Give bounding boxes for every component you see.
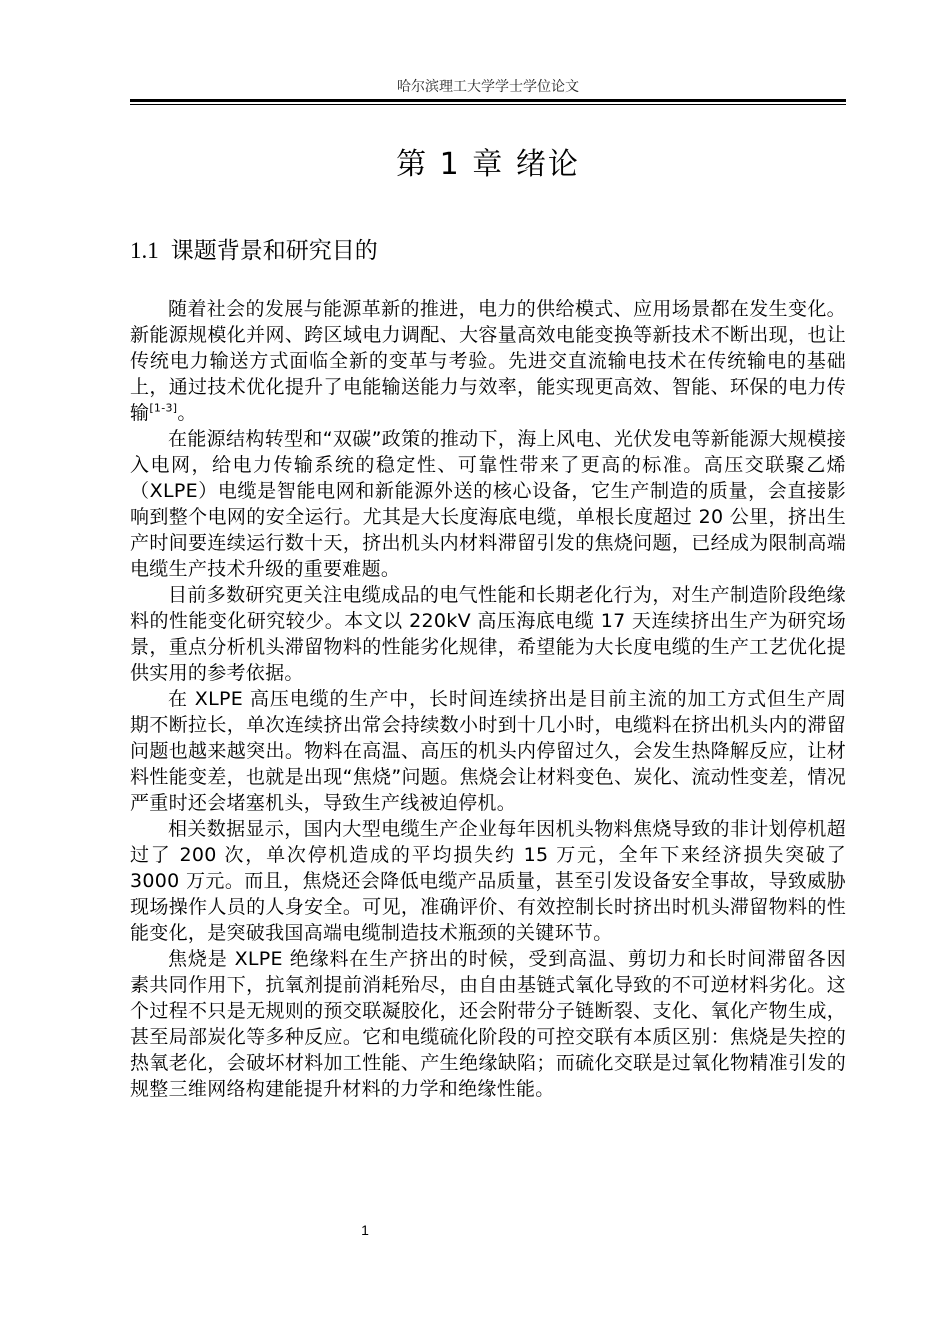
citation-superscript: [1-3] — [149, 401, 178, 415]
paragraph: 焦烧是 XLPE 绝缘料在生产挤出的时候，受到高温、剪切力和长时间滞留各因素共同作用下，抗氧剂提前消耗殆尽，由自由基链式氧化导致的不可逆材料劣化。这个过程不只是无规则的预交联凝胶化，还会附带分子链断裂、支化、氧化产物生成，甚至局部炭化等多种反应。它和电缆硫化阶段的可控交联有本质区别：焦烧是失控的热氧老化，会破坏材料加工性能、产生绝缘缺陷；而硫化交联是过氧化物精准引发的规整三维网络构建能提升材料的力学和绝缘性能。 — [130, 948, 846, 1100]
paragraph-text: 随着社会的发展与能源革新的推进，电力的供给模式、应用场景都在发生变化。新能源规模化并网、跨区域电力调配、大容量高效电能变换等新技术不断出现，也让传统电力输送方式面临全新的变革与考验。先进交直流输电技术在传统输电的基础上，通过技术优化提升了电能输送能力与效率，能实现更高效、智能、环保的电力传输 — [130, 298, 846, 424]
paragraph-tail: 。 — [177, 402, 197, 424]
page-number: 1 — [361, 1222, 369, 1238]
chapter-title: 第 1 章 绪论 — [396, 147, 580, 182]
paragraph: 在 XLPE 高压电缆的生产中，长时间连续挤出是目前主流的加工方式但生产周期不断拉长，单次连续挤出常会持续数小时到十几小时，电缆料在挤出机头内的滞留问题也越来越突出。物料在高温、高压的机头内停留过久，会发生热降解反应，让材料性能变差，也就是出现“焦烧”问题。焦烧会让材料变色、炭化、流动性变差，情况严重时还会堵塞机头，导致生产线被迫停机。 — [130, 688, 846, 814]
paragraph: 相关数据显示，国内大型电缆生产企业每年因机头物料焦烧导致的非计划停机超过了 200 次，单次停机造成的平均损失约 15 万元，全年下来经济损失突破了 3000 万元。而且，焦烧还会降低电缆产品质量，甚至引发设备安全事故，导致威胁现场操作人员的人身安全。可见，准确评价、有效控制长时挤出时机头滞留物料的性能变化，是突破我国高端电缆制造技术瓶颈的关键环节。 — [130, 818, 846, 944]
header-rule-thick — [130, 99, 846, 102]
body-text — [130, 296, 846, 1102]
running-header: 哈尔滨理工大学学士学位论文 — [397, 79, 579, 95]
paragraph: 目前多数研究更关注电缆成品的电气性能和长期老化行为，对生产制造阶段绝缘料的性能变化研究较少。本文以 220kV 高压海底电缆 17 天连续挤出生产为研究场景，重点分析机头滞留物料的性能劣化规律，希望能为大长度电缆的生产工艺优化提供实用的参考依据。 — [130, 584, 846, 684]
header-rule-thin — [130, 104, 846, 105]
paragraph: 在能源结构转型和“双碳”政策的推动下，海上风电、光伏发电等新能源大规模接入电网，给电力传输系统的稳定性、可靠性带来了更高的标准。高压交联聚乙烯（XLPE）电缆是智能电网和新能源外送的核心设备，它生产制造的质量，会直接影响到整个电网的安全运行。尤其是大长度海底电缆，单根长度超过 20 公里，挤出生产时间要连续运行数十天，挤出机头内材料滞留引发的焦烧问题，已经成为限制高端电缆生产技术升级的重要难题。 — [130, 428, 846, 580]
section-heading — [130, 236, 378, 266]
section-title: 课题背景和研究目的 — [170, 238, 378, 264]
paragraph — [130, 296, 846, 426]
section-number: 1.1 — [130, 238, 159, 263]
